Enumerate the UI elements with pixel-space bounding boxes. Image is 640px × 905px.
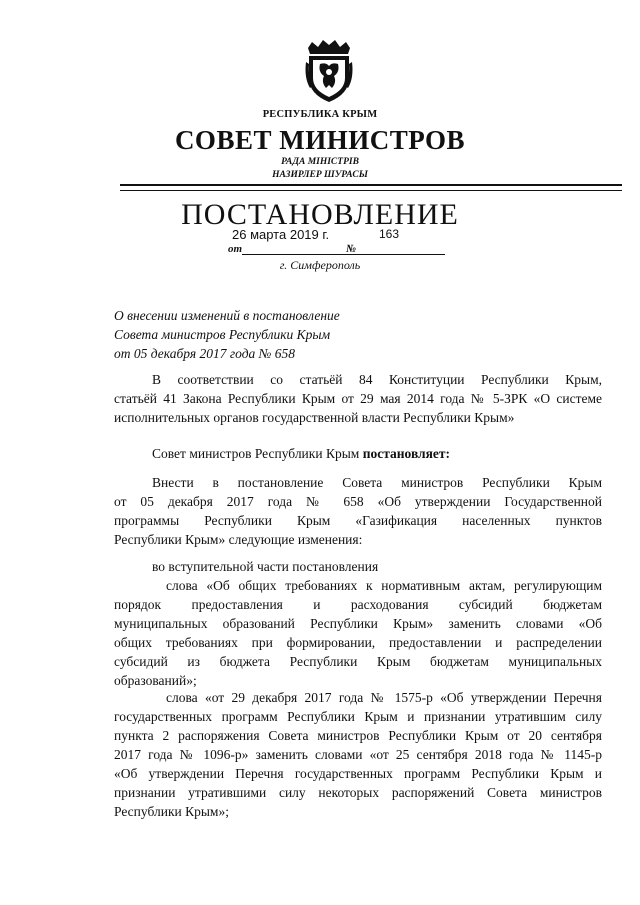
- document-date: 26 марта 2019 г.: [232, 227, 330, 242]
- number-underline: [359, 254, 445, 255]
- text-line: слова «от 29 декабря 2017 года № 1575-р «Об утверждении Перечня: [166, 690, 602, 705]
- text-line: [114, 444, 602, 463]
- text-line: от 05 декабря 2017 года № 658 «Об утверждении Государственной: [114, 494, 602, 509]
- text-line: статьёй 41 Закона Республики Крым от 29 мая 2014 года № 5-ЗРК «О системе: [114, 391, 602, 406]
- text-line: субсидий из бюджета Республики Крым бюджетам муниципальных: [114, 654, 602, 669]
- amendment-paragraph-2: [114, 688, 602, 821]
- council-title-crimean-tatar: НАЗИРЛЕР ШУРАСЫ: [272, 170, 368, 180]
- document-type: ПОСТАНОВЛЕНИЕ: [181, 198, 459, 231]
- subject-line: от 05 декабря 2017 года № 658: [114, 346, 295, 361]
- text-line: во вступительной части постановления: [152, 559, 379, 574]
- text-line: государственных программ Республики Крым и признании утратившим силу: [114, 709, 602, 724]
- subject-line: Совета министров Республики Крым: [114, 327, 331, 342]
- council-title-ukrainian: РАДА МІНІСТРІВ: [281, 157, 359, 167]
- subject-line: О внесении изменений в постановление: [114, 308, 340, 323]
- republic-name: РЕСПУБЛИКА КРЫМ: [262, 109, 378, 120]
- document-subject: [114, 306, 340, 363]
- text-line: Внести в постановление Совета министров Республики Крым: [152, 475, 602, 490]
- text-line: «Об утверждении Перечня государственных программ Республики Крым и: [114, 766, 602, 781]
- text-line: муниципальных образований Республики Крым» заменить словами «Об: [114, 616, 602, 631]
- date-prefix: от: [228, 243, 243, 255]
- resolution-verb: постановляет:: [362, 446, 451, 461]
- amendment-intro-paragraph: [114, 473, 602, 549]
- place-of-issue: г. Симферополь: [279, 258, 361, 272]
- text-line: общих требованиях при формировании, предоставлении и распределении: [114, 635, 602, 650]
- header-divider-thin: [120, 190, 622, 191]
- text-line: пункта 2 распоряжения Совета министров Республики Крым от 20 сентября: [114, 728, 602, 743]
- date-number-row: [228, 241, 458, 257]
- preamble-paragraph: [114, 370, 602, 427]
- document-number: 163: [379, 227, 400, 241]
- council-title: СОВЕТ МИНИСТРОВ: [174, 125, 466, 155]
- amendment-paragraph-1: [114, 557, 602, 690]
- text-line: программы Республики Крым «Газификация населенных пунктов: [114, 513, 602, 528]
- date-underline: [242, 254, 360, 255]
- text-line: Республики Крым» следующие изменения:: [114, 532, 363, 547]
- resolution-text: Совет министров Республики Крым: [152, 446, 363, 461]
- text-line: признании утратившими силу некоторых распоряжений Совета министров: [114, 785, 602, 800]
- text-line: образований»;: [114, 673, 197, 688]
- header-divider-thick: [120, 184, 622, 186]
- text-line: 2017 года № 1096-р» заменить словами «от 25 сентября 2018 года № 1145-р: [114, 747, 602, 762]
- number-prefix: №: [346, 243, 357, 255]
- resolution-paragraph: [114, 444, 602, 463]
- text-line: порядок предоставления и расходования субсидий бюджетам: [114, 597, 602, 612]
- text-line: исполнительных органов государственной власти Республики Крым»: [114, 410, 515, 425]
- text-line: В соответствии со статьёй 84 Конституции Республики Крым,: [152, 372, 602, 387]
- text-line: Республики Крым»;: [114, 804, 229, 819]
- text-line: слова «Об общих требованиях к нормативным актам, регулирующим: [166, 578, 602, 593]
- coat-of-arms-icon: [304, 38, 354, 104]
